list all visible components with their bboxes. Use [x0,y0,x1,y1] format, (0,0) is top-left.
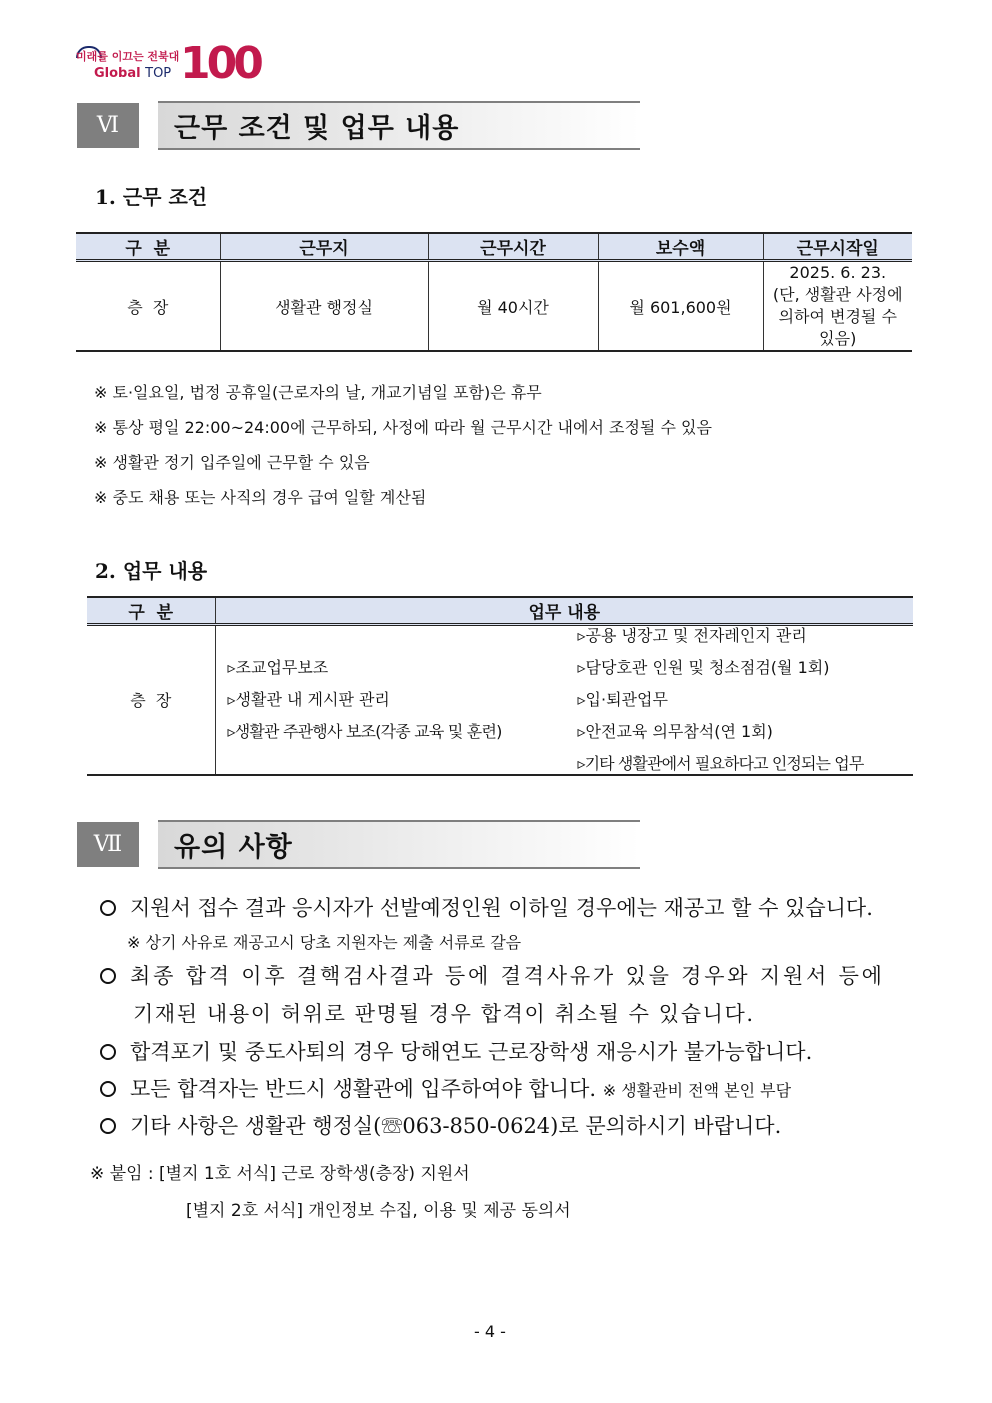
list-item: ▹담당호관 인원 및 청소점검(월 1회) [577,658,830,677]
logo-tagline: 미래를 이끄는 전북대 [76,50,180,63]
caution-item-continued: 기재된 내용이 허위로 판명될 경우 합격이 취소될 수 있습니다. [133,1002,755,1026]
left-duty-list [228,652,502,748]
list-item: ▹공용 냉장고 및 전자레인지 관리 [577,626,807,645]
caution-item: 기타 사항은 생활관 행정실(☏063-850-0624)로 문의하시기 바랍니다. [100,1110,781,1140]
list-item: ▹기타 생활관에서 필요하다고 인정되는 업무 [577,754,864,773]
caution-item: 합격포기 및 중도사퇴의 경우 당해연도 근로장학생 재응시가 불가능합니다. [100,1036,812,1066]
work-conditions-table [76,232,912,352]
note-holiday: ※ 토·일요일, 법정 공휴일(근로자의 날, 개교기념일 포함)은 휴무 [94,383,542,402]
start-date: 2025. 6. 23. [789,263,887,282]
cell-category: 층 장 [76,261,220,352]
note-salary: ※ 중도 채용 또는 사직의 경우 급여 일할 계산됨 [94,488,427,507]
note-hours: ※ 통상 평일 22:00~24:00에 근무하되, 사정에 따라 월 근무시간 내에서 조정될 수 있음 [94,418,712,437]
duties-table [87,596,913,776]
subsection-heading: 2. 업무 내용 [95,559,208,583]
list-item: ▹안전교육 의무참석(연 1회) [577,722,773,741]
subsection-heading: 1. 근무 조건 [95,185,208,209]
start-date-note: (단, 생활관 사정에 의하여 변경될 수 있음) [772,285,903,348]
page-number: - 4 - [474,1322,506,1341]
section-number: Ⅵ [77,103,139,148]
cell-hours: 월 40시간 [428,261,598,352]
circle-bullet-icon [100,1044,116,1060]
section-number: Ⅶ [77,822,139,867]
caution-item: 모든 합격자는 반드시 생활관에 입주하여야 합니다. ※ 생활관비 전액 본인 부담 [100,1073,791,1103]
circle-bullet-icon [100,1118,116,1134]
table-row [76,261,912,352]
list-item: ▹생활관 주관행사 보조(각종 교육 및 훈련) [227,722,502,741]
logo-100: 100 [180,38,260,89]
university-logo [76,38,260,89]
header-pay: 보수액 [598,233,763,261]
list-item: ▹생활관 내 게시판 관리 [227,690,390,709]
table-header-row [76,233,912,261]
cell-category: 층 장 [87,625,215,775]
circle-bullet-icon [100,968,116,984]
attachment-line: [별지 2호 서식] 개인정보 수집, 이용 및 제공 동의서 [186,1201,571,1221]
caution-inline-note: ※ 생활관비 전액 본인 부담 [602,1081,792,1100]
header-start-date: 근무시작일 [763,233,912,261]
list-item: ▹입·퇴관업무 [577,690,668,709]
cell-start-date [763,261,912,352]
section-title: 근무 조건 및 업무 내용 [158,101,640,150]
section-title: 유의 사항 [158,820,640,869]
caution-item: 최종 합격 이후 결핵검사결과 등에 결격사유가 있을 경우와 지원서 등에 [100,960,885,990]
cell-place: 생활관 행정실 [220,261,428,352]
header-category: 구 분 [87,597,215,625]
caution-item: 지원서 접수 결과 응시자가 선발예정인원 이하일 경우에는 재공고 할 수 있습니다. [100,892,873,922]
logo-global-top: Global TOP [94,66,172,81]
header-category: 구 분 [76,233,220,261]
cell-duties [215,625,913,775]
header-place: 근무지 [220,233,428,261]
attachment-line: ※ 붙임 : [별지 1호 서식] 근로 장학생(층장) 지원서 [90,1164,470,1184]
header-hours: 근무시간 [428,233,598,261]
table-row [87,625,913,775]
circle-bullet-icon [100,900,116,916]
note-move-in: ※ 생활관 정기 입주일에 근무할 수 있음 [94,453,370,472]
cell-pay: 월 601,600원 [598,261,763,352]
right-duty-list [578,620,864,780]
circle-bullet-icon [100,1081,116,1097]
header-duties: 업무 내용 [215,597,913,625]
caution-note: ※ 상기 사유로 재공고시 당초 지원자는 제출 서류로 갈음 [127,933,522,952]
list-item: ▹조교업무보조 [227,658,329,677]
